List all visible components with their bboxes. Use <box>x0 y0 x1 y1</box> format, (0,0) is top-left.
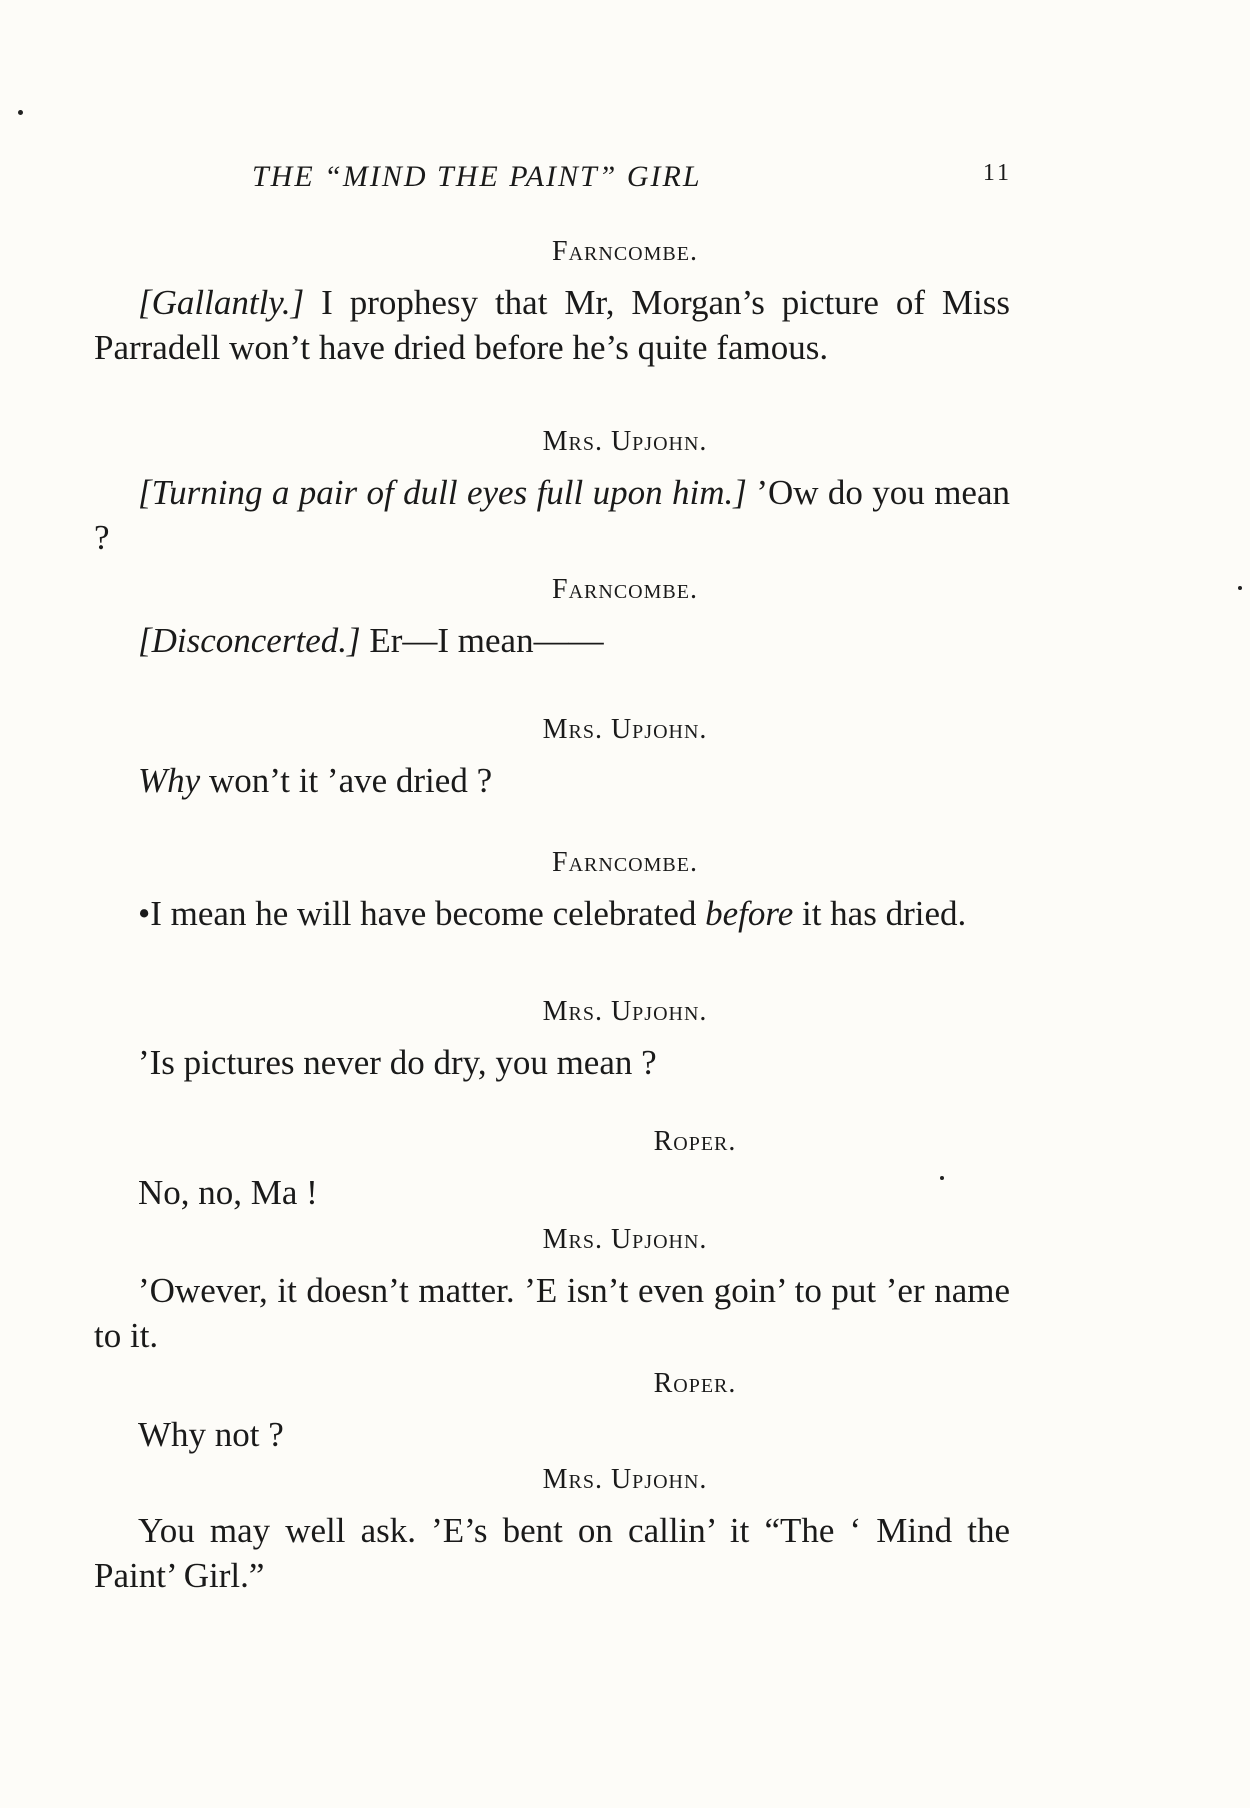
dialogue: You may well ask. ’E’s bent on callin’ it “The ‘ Mind the Paint’ Girl.” <box>94 1511 1010 1595</box>
dialogue: it has dried. <box>793 894 967 933</box>
stage-direction: [Disconcerted.] <box>138 621 361 660</box>
speaker-name: Mrs. Upjohn. <box>542 714 708 745</box>
ink-speck <box>940 1176 944 1180</box>
ink-speck <box>18 110 23 115</box>
speech-text <box>94 891 1010 936</box>
dialogue: Why not ? <box>138 1415 284 1454</box>
page-number: 11 <box>982 160 1012 186</box>
dialogue: I prophesy that Mr, Morgan’s picture of Miss Parradell won’t have dried before he’s quite famous. <box>94 283 1010 367</box>
speaker-name: Farncombe. <box>552 847 698 878</box>
dialogue: Er—I mean—— <box>360 621 604 660</box>
speaker-name: Mrs. Upjohn. <box>542 426 708 457</box>
speech-text <box>94 1412 1010 1457</box>
dialogue: •I mean he will have become celebrated <box>138 894 706 933</box>
emphasis: Why <box>138 761 201 800</box>
speech-text <box>94 758 1010 803</box>
speaker-name: Farncombe. <box>552 574 698 605</box>
speaker-name: Mrs. Upjohn. <box>542 1224 708 1255</box>
speech-text <box>94 618 1010 663</box>
ink-speck <box>1238 586 1242 590</box>
speech-text <box>94 1268 1010 1358</box>
dialogue: ’Ow do you mean ? <box>94 473 1010 557</box>
stage-direction: [Turning a pair of dull eyes full upon him.] <box>138 473 747 512</box>
dialogue: ’Owever, it doesn’t matter. ’E isn’t even goin’ to put ’er name to it. <box>94 1271 1010 1355</box>
speech-text <box>94 470 1010 560</box>
running-header <box>252 160 1012 200</box>
speaker-name: Roper. <box>653 1126 737 1157</box>
speech-text <box>94 280 1010 370</box>
speaker-name: Roper. <box>653 1368 737 1399</box>
speaker-name: Farncombe. <box>552 236 698 267</box>
dialogue: won’t it ’ave dried ? <box>200 761 493 800</box>
dialogue: No, no, Ma ! <box>138 1173 318 1212</box>
stage-direction: [Gallantly.] <box>138 283 305 322</box>
dialogue: ’Is pictures never do dry, you mean ? <box>138 1043 657 1082</box>
emphasis: before <box>705 894 794 933</box>
speech-text <box>94 1508 1010 1598</box>
running-title: THE “MIND THE PAINT” GIRL <box>252 160 702 193</box>
speech-text <box>94 1040 1010 1085</box>
speaker-name: Mrs. Upjohn. <box>542 1464 708 1495</box>
speech-text <box>94 1170 1010 1215</box>
speaker-name: Mrs. Upjohn. <box>542 996 708 1027</box>
